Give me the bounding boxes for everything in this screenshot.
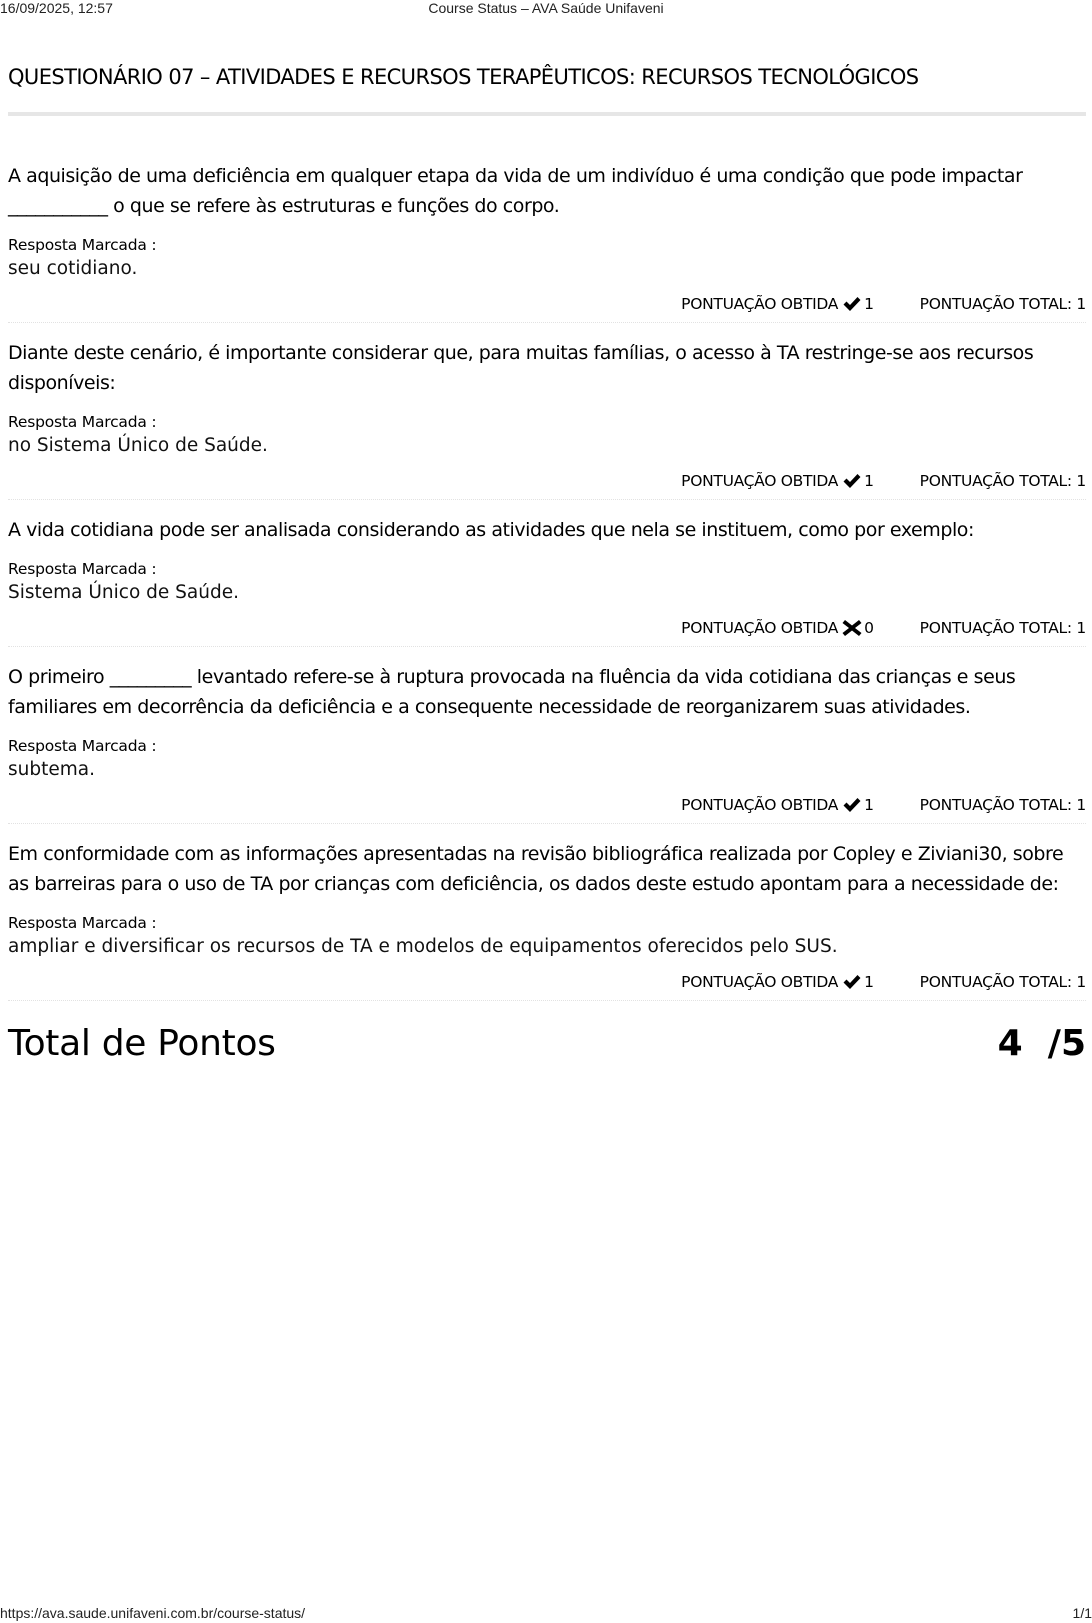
score-obtained-label: PONTUAÇÃO OBTIDA [681, 973, 839, 991]
score-row [8, 787, 1086, 823]
answer-value: Sistema Único de Saúde. [8, 582, 239, 603]
answer-label: Resposta Marcada : [8, 737, 157, 755]
total-points-label: Total de Pontos [8, 1023, 276, 1064]
cross-icon [842, 619, 862, 637]
score-obtained [681, 295, 873, 313]
print-header [0, 0, 1092, 18]
print-page-number: 1/1 [1072, 1605, 1092, 1621]
question-item [8, 824, 1086, 1001]
answer-value: seu cotidiano. [8, 258, 138, 279]
question-item [8, 323, 1086, 500]
answer-label: Resposta Marcada : [8, 914, 157, 932]
answer-label: Resposta Marcada : [8, 413, 157, 431]
score-obtained [681, 796, 873, 814]
check-icon [842, 472, 862, 490]
score-obtained-value: 1 [864, 295, 874, 313]
question-item [8, 116, 1086, 323]
question-text: Diante deste cenário, é importante considerar que, para muitas famílias, o acesso à TA restringe-se aos recursos disponíveis: [8, 342, 1034, 394]
answer-value: no Sistema Único de Saúde. [8, 435, 268, 456]
score-obtained-value: 1 [864, 973, 874, 991]
print-datetime: 16/09/2025, 12:57 [0, 0, 113, 16]
print-document-title: Course Status – AVA Saúde Unifaveni [428, 0, 664, 16]
check-icon [842, 973, 862, 991]
question-text: Em conformidade com as informações apresentadas na revisão bibliográfica realizada por Copley e Ziviani30, sobre as barreiras para o uso de TA por crianças com deficiência, os dados deste estudo apontam para a necessidade de: [8, 843, 1064, 895]
answer-value: subtema. [8, 759, 95, 780]
answer-value: ampliar e diversificar os recursos de TA e modelos de equipamentos oferecidos pelo SUS. [8, 936, 838, 957]
score-obtained-label: PONTUAÇÃO OBTIDA [681, 796, 839, 814]
total-points-max: /5 [1047, 1023, 1086, 1064]
score-total: PONTUAÇÃO TOTAL: 1 [919, 619, 1086, 637]
score-obtained-value: 1 [864, 472, 874, 490]
question-text: O primeiro _________ levantado refere-se à ruptura provocada na fluência da vida cotidiana das crianças e seus familiares em decorrência da deficiência e a consequente necessidade de reorganizarem suas atividades. [8, 666, 1016, 718]
score-total: PONTUAÇÃO TOTAL: 1 [919, 973, 1086, 991]
score-row [8, 463, 1086, 499]
print-footer [0, 1605, 1092, 1623]
total-points-row [8, 1023, 1086, 1064]
score-total: PONTUAÇÃO TOTAL: 1 [919, 295, 1086, 313]
score-obtained [681, 619, 873, 637]
score-obtained-value: 1 [864, 796, 874, 814]
score-obtained [681, 973, 873, 991]
score-row [8, 286, 1086, 322]
question-item [8, 647, 1086, 824]
answer-label: Resposta Marcada : [8, 236, 157, 254]
score-total: PONTUAÇÃO TOTAL: 1 [919, 472, 1086, 490]
course-status-content [8, 62, 1086, 1064]
score-obtained-label: PONTUAÇÃO OBTIDA [681, 619, 839, 637]
question-text: A vida cotidiana pode ser analisada considerando as atividades que nela se instituem, como por exemplo: [8, 519, 974, 541]
score-row [8, 964, 1086, 1000]
quiz-title: QUESTIONÁRIO 07 – ATIVIDADES E RECURSOS TERAPÊUTICOS: RECURSOS TECNOLÓGICOS [8, 62, 1086, 116]
total-points-value [998, 1023, 1086, 1064]
score-obtained [681, 472, 873, 490]
score-obtained-label: PONTUAÇÃO OBTIDA [681, 472, 839, 490]
total-points-obtained: 4 [997, 1023, 1023, 1064]
print-url: https://ava.saude.unifaveni.com.br/course-status/ [0, 1605, 306, 1621]
score-obtained-value: 0 [864, 619, 874, 637]
score-obtained-label: PONTUAÇÃO OBTIDA [681, 295, 839, 313]
total-points-separator [1023, 1023, 1048, 1064]
check-icon [842, 796, 862, 814]
question-item [8, 500, 1086, 647]
check-icon [842, 295, 862, 313]
score-row [8, 610, 1086, 646]
answer-label: Resposta Marcada : [8, 560, 157, 578]
question-text: A aquisição de uma deficiência em qualquer etapa da vida de um indivíduo é uma condição que pode impactar ___________ o que se refere às estruturas e funções do corpo. [8, 165, 1023, 217]
score-total: PONTUAÇÃO TOTAL: 1 [919, 796, 1086, 814]
